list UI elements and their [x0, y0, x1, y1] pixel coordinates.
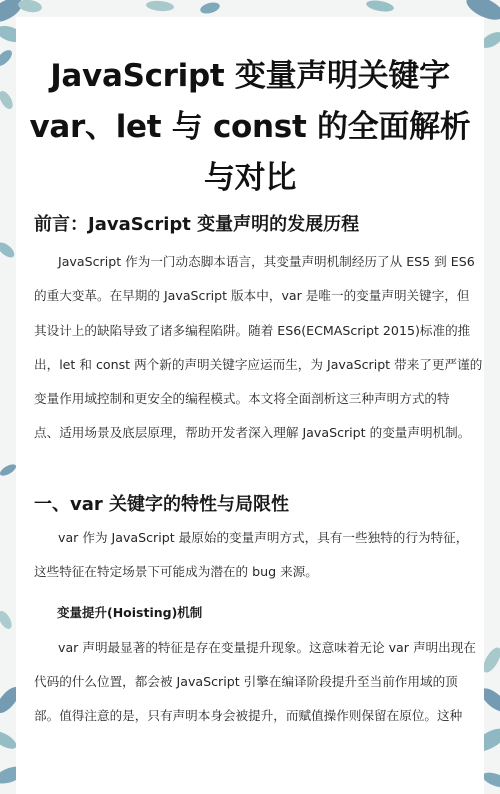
hoisting-paragraph	[34, 638, 474, 739]
preface-paragraph	[34, 252, 483, 458]
section-heading-var: 一、var 关键字的特性与局限性	[34, 494, 290, 515]
article-card	[16, 17, 484, 794]
text-line: 代码的什么位置，都会被 JavaScript 引擎在编译阶段提升至当前作用域的顶	[34, 673, 458, 689]
article-title	[16, 51, 484, 204]
text-line: 点、适用场景及底层原理，帮助开发者深入理解 JavaScript 的变量声明机制。	[34, 425, 471, 441]
text-line: 变量作用域控制和更安全的编程模式。本文将全面剖析这三种声明方式的特	[34, 391, 450, 407]
article-title-line: JavaScript 变量声明关键字	[50, 58, 450, 94]
text-line: var 声明最显著的特征是存在变量提升现象。这意味着无论 var 声明出现在	[58, 640, 476, 655]
article-title-line: var、let 与 const 的全面解析	[29, 109, 471, 145]
article-title-line: 与对比	[203, 160, 297, 196]
text-line: 部。值得注意的是，只有声明本身会被提升，而赋值操作则保留在原位。这种	[34, 707, 463, 723]
text-line: 的重大变革。在早期的 JavaScript 版本中，var 是唯一的变量声明关键字，但	[34, 288, 470, 304]
text-line: var 作为 JavaScript 最原始的变量声明方式，具有一些独特的行为特征，	[58, 530, 469, 545]
section-heading-preface: 前言：JavaScript 变量声明的发展历程	[34, 214, 360, 235]
text-line: 这些特征在特定场景下可能成为潜在的 bug 来源。	[34, 563, 318, 579]
text-line: 其设计上的缺陷导致了诸多编程陷阱。随着 ES6(ECMAScript 2015)标准的推	[34, 322, 471, 338]
var-intro-paragraph	[34, 528, 474, 596]
subheading-hoisting: 变量提升(Hoisting)机制	[57, 605, 203, 620]
text-line: JavaScript 作为一门动态脚本语言，其变量声明机制经历了从 ES5 到 ES6	[58, 254, 475, 269]
text-line: 出，let 和 const 两个新的声明关键字应运而生，为 JavaScript 带来了更严谨的	[34, 356, 483, 372]
